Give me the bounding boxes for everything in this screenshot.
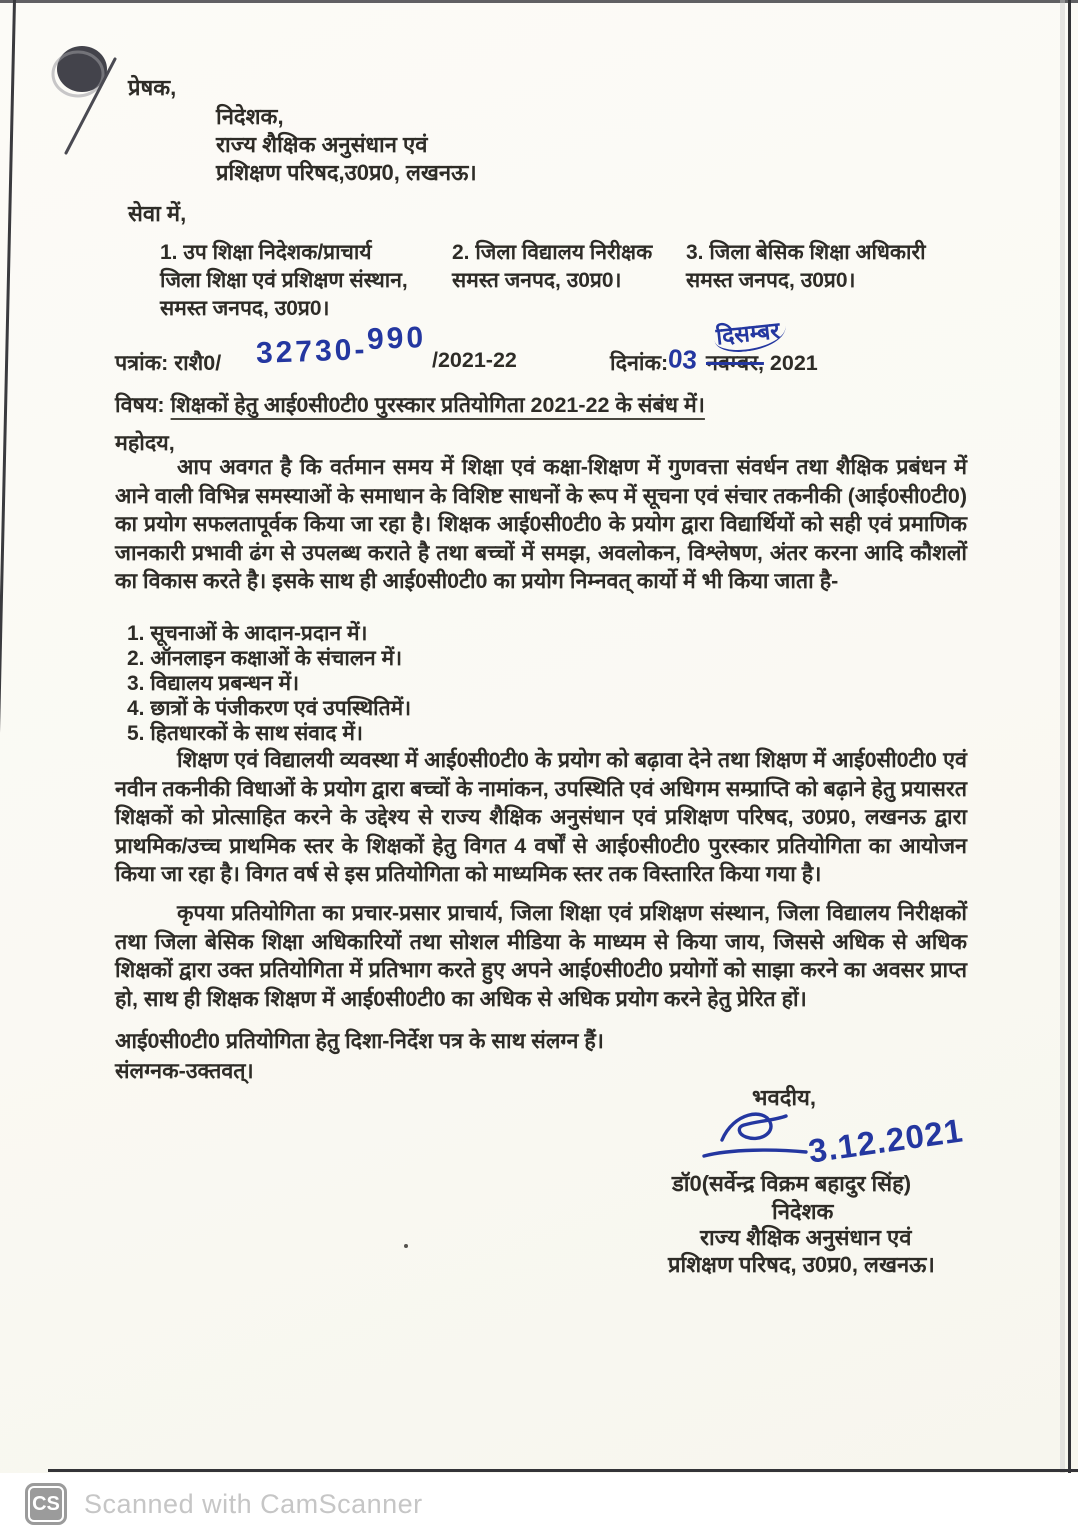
signature-underline-icon bbox=[700, 1146, 810, 1160]
ref-number-main: 32730- bbox=[255, 333, 368, 370]
subject-line bbox=[115, 390, 705, 419]
signatory-designation: निदेशक bbox=[772, 1199, 834, 1224]
camscanner-logo-icon: CS bbox=[25, 1483, 67, 1525]
scan-edge-top bbox=[0, 0, 1078, 3]
sender-label: प्रेषक, bbox=[128, 75, 177, 100]
ref-number-label: पत्रांक: राशै0/ bbox=[115, 351, 222, 375]
subject-text: शिक्षकों हेतु आई0सी0टी0 पुरस्कार प्रतियोगिता 2021-22 के संबंध में। bbox=[170, 393, 705, 417]
sender-line-1: निदेशक, bbox=[216, 104, 284, 129]
uses-list-item-2: 2. ऑनलाइन कक्षाओं के संचालन में। bbox=[127, 647, 403, 670]
uses-list-item-1: 1. सूचनाओं के आदान-प्रदान में। bbox=[127, 622, 368, 645]
date-month-printed-struck: नवम्बर, bbox=[706, 351, 764, 375]
uses-list-item-3: 3. विद्यालय प्रबन्धन में। bbox=[127, 672, 300, 695]
signatory-name: डॉ0(सर्वेन्द्र विक्रम बहादुर सिंह) bbox=[672, 1171, 912, 1196]
date-month-handwritten-correction: दिसम्बर bbox=[712, 312, 787, 354]
scan-edge-right bbox=[1068, 0, 1071, 1473]
body-paragraph-2: शिक्षण एवं विद्यालयी व्यवस्था में आई0सी0टी0 के प्रयोग को बढ़ावा देने तथा शिक्षण में आई0सी0टी0 एवं नवीन तकनीकी विधाओं के प्रयोग द्वारा बच्चों के नामांकन, उपस्थिति एवं अधिगम सम्प्राप्ति को बढ़ाने हेतु प्रयासरत शिक्षकों को प्रोत्साहित करने के उद्देश्य से राज्य शैक्षिक अनुसंधान एवं प्रशिक्षण परिषद, उ0प्र0, लखनऊ द्वारा प्राथमिक/उच्च प्राथमिक स्तर के शिक्षकों हेतु विगत 4 वर्षों से आई0सी0टी0 पुरस्कार प्रतियोगिता का आयोजन किया जा रहा है। विगत वर्ष से इस प्रतियोगिता को माध्यमिक स्तर तक विस्तारित किया गया है। bbox=[115, 748, 967, 887]
recipient-1-line-3: समस्त जनपद, उ0प्र0। bbox=[160, 297, 330, 320]
signatory-org-line-2: प्रशिक्षण परिषद, उ0प्र0, लखनऊ। bbox=[668, 1252, 935, 1277]
ref-number-year: /2021-22 bbox=[432, 348, 517, 372]
subject-label: विषय: bbox=[115, 393, 165, 417]
signatory-org-line-1: राज्य शैक्षिक अनुसंधान एवं bbox=[700, 1225, 912, 1250]
camscanner-watermark-text: Scanned with CamScanner bbox=[84, 1489, 423, 1519]
date-label: दिनांक: bbox=[610, 351, 669, 375]
ref-number-handwritten bbox=[255, 321, 427, 371]
date-year: 2021 bbox=[769, 351, 818, 375]
recipient-1-line-1: 1. उप शिक्षा निदेशक/प्राचार्य bbox=[160, 241, 372, 264]
scan-speck bbox=[404, 1244, 408, 1248]
uses-list-item-5: 5. हितधारकों के साथ संवाद में। bbox=[127, 722, 363, 745]
uses-list-item-4: 4. छात्रों के पंजीकरण एवं उपस्थितिमें। bbox=[127, 697, 412, 720]
sender-line-2: राज्य शैक्षिक अनुसंधान एवं bbox=[216, 132, 428, 157]
date-month-year bbox=[706, 348, 818, 377]
scan-edge-bottom bbox=[48, 1469, 1078, 1472]
date-day-handwritten: 03 bbox=[667, 343, 698, 375]
to-label: सेवा में, bbox=[128, 201, 187, 226]
body-paragraph-3: कृपया प्रतियोगिता का प्रचार-प्रसार प्राचार्य, जिला शिक्षा एवं प्रशिक्षण संस्थान, जिला विद्यालय निरीक्षकों तथा जिला बेसिक शिक्षा अधिकारियों तथा सोशल मीडिया के माध्यम से किया जाय, जिससे अधिक से अधिक शिक्षकों द्वारा उक्त प्रतियोगिता में प्रतिभाग करते हुए अपने आई0सी0टी0 प्रयोगों को साझा करने का अवसर प्राप्त हो, साथ ही शिक्षक शिक्षण में आई0सी0टी0 का अधिक से अधिक प्रयोग करने हेतु प्रेरित हों। bbox=[115, 901, 967, 1011]
ref-number-superscript: 990 bbox=[366, 321, 427, 357]
salutation: महोदय, bbox=[115, 431, 175, 455]
camscanner-footer bbox=[0, 1473, 1078, 1536]
scan-edge-right-shadow bbox=[1060, 0, 1065, 1473]
valediction: भवदीय, bbox=[752, 1085, 816, 1110]
recipient-2-line-1: 2. जिला विद्यालय निरीक्षक bbox=[452, 241, 653, 264]
recipient-3-line-1: 3. जिला बेसिक शिक्षा अधिकारी bbox=[686, 241, 926, 264]
sender-line-3: प्रशिक्षण परिषद,उ0प्र0, लखनऊ। bbox=[216, 160, 477, 185]
enclosure-line: आई0सी0टी0 प्रतियोगिता हेतु दिशा-निर्देश पत्र के साथ संलग्न हैं। bbox=[115, 1029, 604, 1053]
signature-date-handwritten: 3.12.2021 bbox=[806, 1111, 966, 1170]
recipient-3-line-2: समस्त जनपद, उ0प्र0। bbox=[686, 269, 856, 292]
enclosure-note: संलग्नक-उक्तवत्। bbox=[115, 1059, 254, 1083]
body-paragraph-1: आप अवगत है कि वर्तमान समय में शिक्षा एवं कक्षा-शिक्षण में गुणवत्ता संवर्धन तथा शैक्षिक प्रबंधन में आने वाली विभिन्न समस्याओं के समाधान के विशिष्ट साधनों के रूप में सूचना एवं संचार तकनीकी (आई0सी0टी0) का प्रयोग सफलतापूर्वक किया जा रहा है। शिक्षक आई0सी0टी0 के प्रयोग द्वारा विद्यार्थियों को सही एवं प्रमाणिक जानकारी प्रभावी ढंग से उपलब्ध कराते है तथा बच्चों में समझ, अवलोकन, विश्लेषण, अंतर करना आदि कौशलों का विकास करते है। इसके साथ ही आई0सी0टी0 का प्रयोग निम्नवत् कार्यो में भी किया जाता है- bbox=[115, 455, 967, 594]
recipient-2-line-2: समस्त जनपद, उ0प्र0। bbox=[452, 269, 622, 292]
recipient-1-line-2: जिला शिक्षा एवं प्रशिक्षण संस्थान, bbox=[160, 269, 408, 292]
